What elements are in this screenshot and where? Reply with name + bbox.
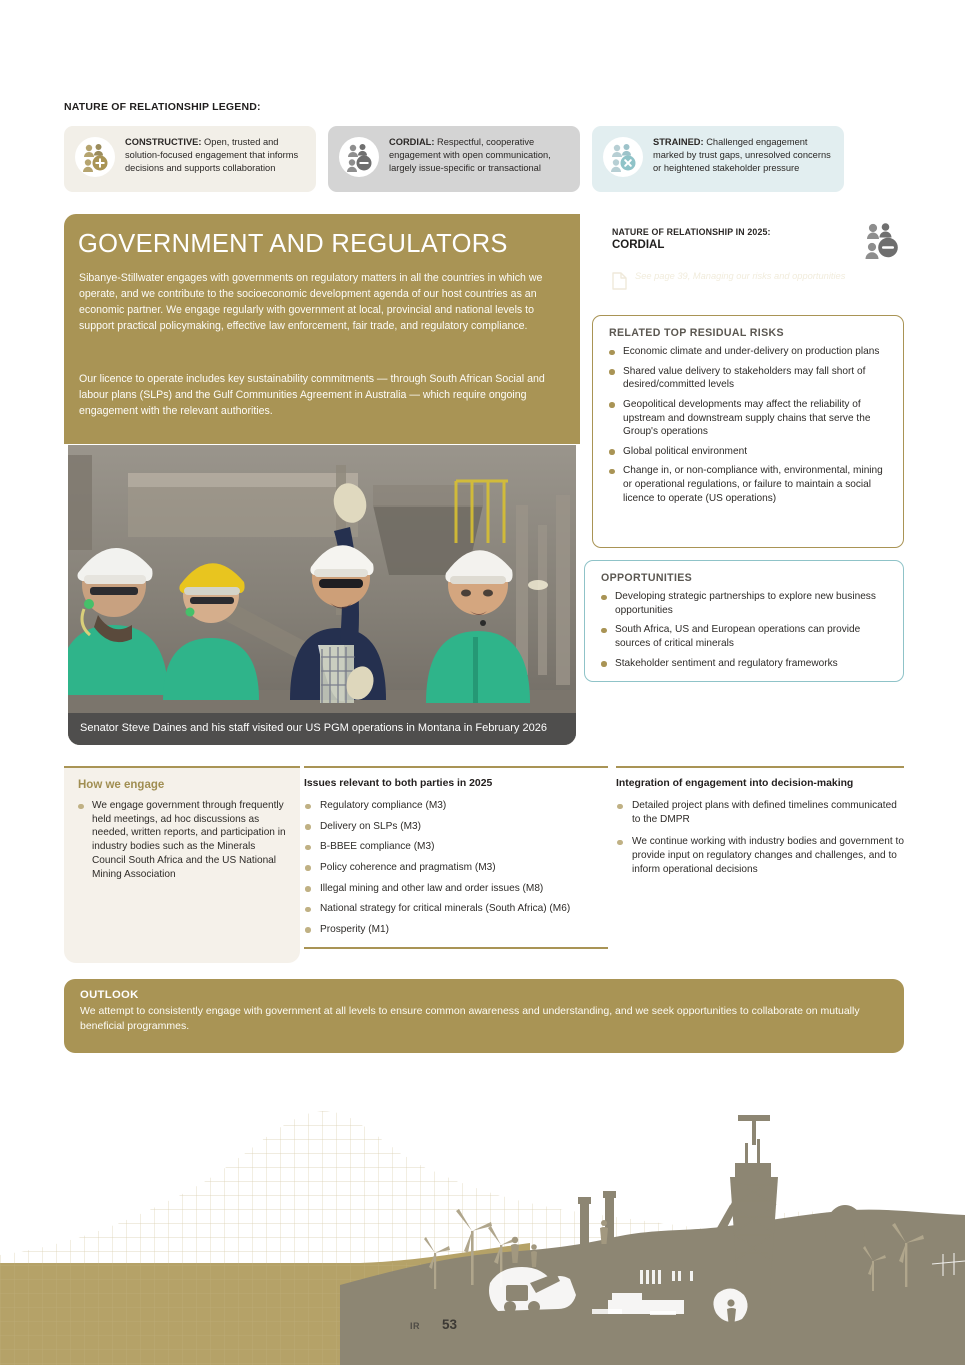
list-item: Detailed project plans with defined timelines communicated to the DMPR: [616, 799, 904, 826]
integration-heading: Integration of engagement into decision-making: [616, 778, 854, 789]
integration-list: [616, 799, 904, 876]
issues-heading: Issues relevant to both parties in 2025: [304, 778, 493, 789]
list-item: South Africa, US and European operations can provide sources of critical minerals: [601, 623, 889, 650]
legend-card-text: [653, 135, 834, 176]
legend-card-body: Respectful, cooperative engagement with open communication, largely issue-specific or transactional: [389, 137, 551, 174]
page-number: 53: [442, 1317, 458, 1332]
opportunities-heading: OPPORTUNITIES: [601, 572, 693, 584]
list-item: Policy coherence and pragmatism (M3): [304, 861, 608, 875]
outlook-panel: [64, 979, 904, 1053]
list-item: B-BBEE compliance (M3): [304, 840, 608, 854]
legend-card-label: CONSTRUCTIVE:: [125, 137, 202, 147]
how-we-engage-list: [78, 799, 286, 881]
how-we-engage-heading: How we engage: [78, 779, 165, 791]
legend-card-cordial: [328, 126, 580, 192]
see-page-reference[interactable]: [612, 270, 902, 290]
list-item: Regulatory compliance (M3): [304, 799, 608, 813]
list-item: Shared value delivery to stakeholders may fall short of desired/committed levels: [609, 365, 889, 392]
hero-paragraph-2: Our licence to operate includes key sustainability commitments — through South African Social and labour plans (SLPs) and the Gulf Communities Agreement in Australia — which require ongoing engagement with the relevant authorities.: [79, 373, 545, 418]
relationship-legend: [64, 126, 904, 192]
feature-photograph: [68, 445, 576, 745]
list-item: Developing strategic partnerships to explore new business opportunities: [601, 590, 889, 617]
issues-column: [304, 766, 608, 943]
legend-card-body: Challenged engagement marked by trust gaps, unresolved concerns or heightened stakeholder pressure: [653, 137, 831, 174]
legend-card-label: STRAINED:: [653, 137, 704, 147]
legend-card-strained: [592, 126, 844, 192]
list-item: We continue working with industry bodies and government to provide input on regulatory changes and challenges, and to inform operational decisions: [616, 835, 904, 876]
people-x-icon: [602, 136, 644, 178]
issues-list: [304, 799, 608, 936]
opportunities-list: [601, 590, 889, 670]
list-item: We engage government through frequently held meetings, ad hoc discussions as needed, written reports, and participation in industry bodies such as the Minerals Council South Africa and the US National Mining Association: [78, 799, 286, 881]
hero-paragraph-1: Sibanye-Stillwater engages with governments on regulatory matters in all the countries in which we operate, and we contribute to the socioeconomic development agenda of our host countries as an economic partner. We engage regularly with government at local, provincial and national levels to support practical policymaking, effective law enforcement, fair trade, and regulatory compliance.: [79, 272, 543, 333]
list-item: Delivery on SLPs (M3): [304, 820, 608, 834]
photo-illustration: [68, 445, 576, 745]
list-item: Global political environment: [609, 445, 889, 459]
outlook-text: We attempt to consistently engage with government at all levels to ensure common awareness and understanding, and we seek opportunities to collaborate on mutually beneficial programmes.: [80, 1005, 860, 1033]
engagement-columns: [64, 766, 904, 966]
photo-caption: Senator Steve Daines and his staff visited our US PGM operations in Montana in February 2026: [68, 713, 576, 745]
relationship-eyebrow: NATURE OF RELATIONSHIP IN 2025:: [612, 227, 771, 237]
legend-card-text: [125, 135, 306, 176]
people-plus-icon: [74, 136, 116, 178]
page-reference-icon: [612, 272, 627, 290]
integration-column: [616, 766, 904, 885]
list-item: Prosperity (M1): [304, 923, 608, 937]
list-item: National strategy for critical minerals (South Africa) (M6): [304, 902, 608, 916]
people-minus-icon: [854, 213, 908, 267]
legend-card-label: CORDIAL:: [389, 137, 435, 147]
legend-card-text: [389, 135, 570, 176]
related-risks-heading: RELATED TOP RESIDUAL RISKS: [609, 327, 784, 339]
legend-title: NATURE OF RELATIONSHIP LEGEND:: [64, 101, 261, 113]
relationship-status: [596, 219, 902, 264]
list-item: Stakeholder sentiment and regulatory frameworks: [601, 657, 889, 671]
footer-illustration: [0, 1055, 965, 1365]
legend-card-constructive: [64, 126, 316, 192]
page-title: GOVERNMENT AND REGULATORS: [78, 230, 508, 258]
how-we-engage-column: [64, 766, 300, 963]
see-page-text: See page 39, Managing our risks and opportunities: [635, 271, 846, 281]
opportunities-card: [584, 560, 904, 682]
list-item: Geopolitical developments may affect the reliability of upstream and downstream supply chains that serve the Group's operations: [609, 398, 889, 439]
hero-panel: [64, 214, 580, 444]
related-risks-list: [609, 345, 889, 505]
status-badge: CORDIAL: [612, 239, 665, 251]
list-item: Change in, or non-compliance with, environmental, mining or operational regulations, or failure to maintain a social licence to operate (US operations): [609, 464, 889, 505]
page-footer: [410, 1317, 457, 1332]
list-item: Illegal mining and other law and order issues (M8): [304, 882, 608, 896]
list-item: Economic climate and under-delivery on production plans: [609, 345, 889, 359]
outlook-heading: OUTLOOK: [80, 989, 139, 1001]
related-risks-card: [592, 315, 904, 548]
report-code: IR: [410, 1321, 420, 1331]
legend-card-body: Open, trusted and solution-focused engagement that informs decisions and supports collaboration: [125, 137, 299, 174]
people-minus-icon: [338, 136, 380, 178]
